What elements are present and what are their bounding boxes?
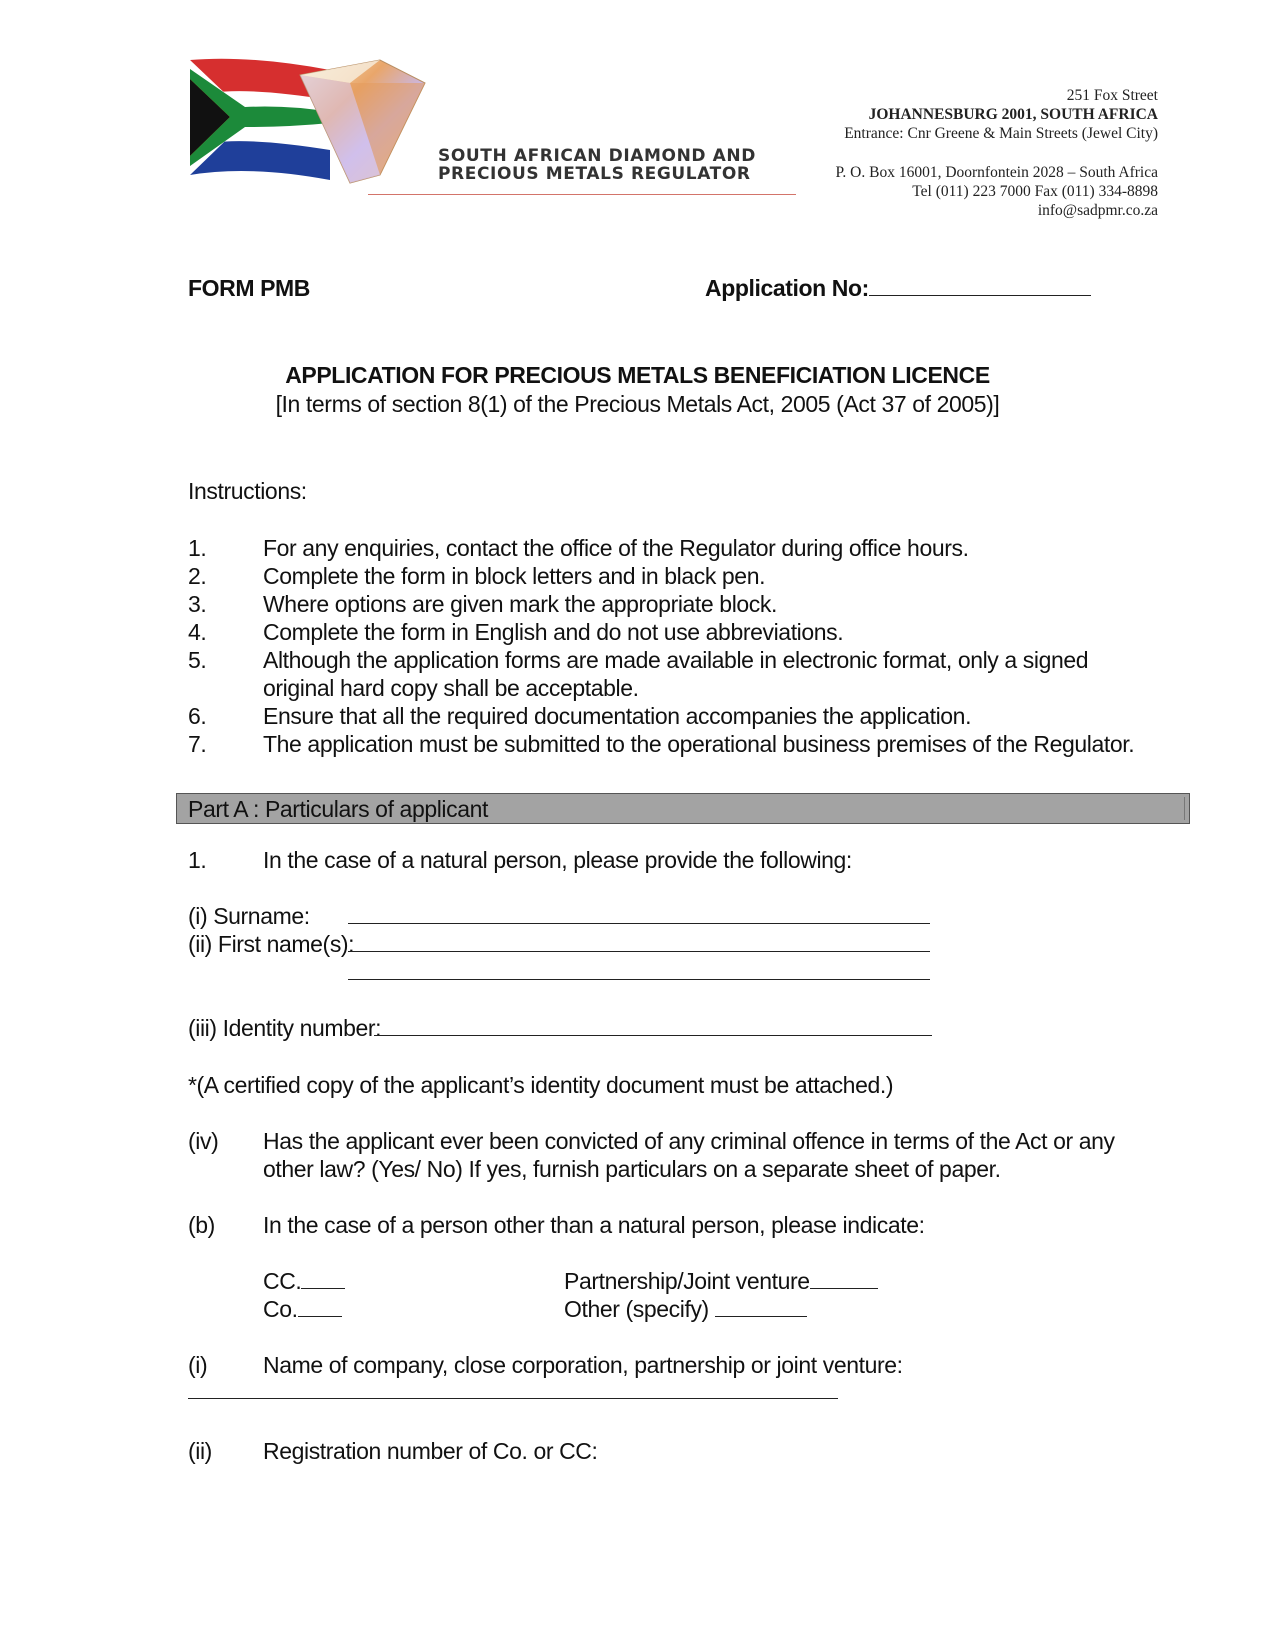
- application-no-field[interactable]: [869, 277, 1091, 296]
- option-cc[interactable]: [263, 1268, 345, 1295]
- question-text-cont: other law? (Yes/ No) If yes, furnish particulars on a separate sheet of paper.: [263, 1156, 1001, 1182]
- option-other-label: Other (specify): [564, 1296, 709, 1322]
- instruction-text: Although the application forms are made available in electronic format, only a signed: [263, 647, 1089, 673]
- logo-line-2: PRECIOUS METALS REGULATOR: [438, 164, 751, 184]
- question-number: (b): [188, 1212, 215, 1238]
- option-partnership-blank[interactable]: [810, 1272, 878, 1289]
- surname-field[interactable]: [348, 903, 930, 924]
- option-other-blank[interactable]: [715, 1300, 807, 1317]
- option-co-blank[interactable]: [298, 1300, 342, 1317]
- instruction-text-cont: original hard copy shall be acceptable.: [263, 675, 639, 701]
- regulator-address: [836, 86, 1158, 220]
- question-number: (ii): [188, 1438, 212, 1464]
- option-partnership[interactable]: [564, 1268, 878, 1295]
- option-co[interactable]: [263, 1296, 342, 1323]
- first-name-field[interactable]: [348, 931, 930, 952]
- application-no: [705, 275, 1091, 302]
- question-number: (i): [188, 1352, 208, 1378]
- instruction-text: The application must be submitted to the operational business premises of the Regulator.: [263, 731, 1135, 757]
- instructions-heading: Instructions:: [188, 478, 307, 504]
- instruction-number: 7.: [188, 731, 207, 757]
- option-other[interactable]: [564, 1296, 807, 1323]
- question-number: 1.: [188, 847, 207, 873]
- question-text: In the case of a person other than a natural person, please indicate:: [263, 1212, 925, 1238]
- option-cc-label: CC.: [263, 1268, 302, 1294]
- first-name-field-line-2[interactable]: [348, 959, 930, 980]
- address-entrance: Entrance: Cnr Greene & Main Streets (Jewel City): [844, 125, 1158, 143]
- form-code: FORM PMB: [188, 275, 311, 301]
- instruction-number: 3.: [188, 591, 207, 617]
- instruction-number: 2.: [188, 563, 207, 589]
- surname-label: (i) Surname:: [188, 903, 310, 929]
- identity-note: *(A certified copy of the applicant’s identity document must be attached.): [188, 1072, 894, 1098]
- address-tel-fax: Tel (011) 223 7000 Fax (011) 334-8898: [912, 182, 1158, 200]
- question-text: In the case of a natural person, please provide the following:: [263, 847, 852, 873]
- part-a-heading: Part A : Particulars of applicant: [188, 796, 489, 822]
- option-partnership-label: Partnership/Joint venture: [564, 1268, 810, 1294]
- instruction-text: Complete the form in block letters and in black pen.: [263, 563, 766, 589]
- question-number: (iv): [188, 1128, 219, 1154]
- instruction-text: Complete the form in English and do not use abbreviations.: [263, 619, 844, 645]
- address-email: info@sadpmr.co.za: [1037, 202, 1158, 220]
- option-co-label: Co.: [263, 1296, 298, 1322]
- instruction-number: 1.: [188, 535, 207, 561]
- logo-line-1: SOUTH AFRICAN DIAMOND AND: [438, 146, 756, 166]
- option-cc-blank[interactable]: [301, 1272, 345, 1289]
- form-subtitle: [In terms of section 8(1) of the Precious Metals Act, 2005 (Act 37 of 2005)]: [275, 391, 1000, 417]
- question-text: Registration number of Co. or CC:: [263, 1438, 598, 1464]
- identity-number-field[interactable]: [374, 1015, 932, 1036]
- instruction-text: For any enquiries, contact the office of the Regulator during office hours.: [263, 535, 969, 561]
- company-name-field[interactable]: [188, 1376, 838, 1399]
- instruction-number: 6.: [188, 703, 207, 729]
- first-name-label: (ii) First name(s):: [188, 931, 355, 957]
- question-text: Name of company, close corporation, partnership or joint venture:: [263, 1352, 903, 1378]
- logo-underline: [368, 194, 796, 195]
- form-title: APPLICATION FOR PRECIOUS METALS BENEFICIATION LICENCE: [285, 362, 990, 388]
- instruction-number: 5.: [188, 647, 207, 673]
- identity-number-label: (iii) Identity number:: [188, 1015, 382, 1041]
- address-city: JOHANNESBURG 2001, SOUTH AFRICA: [868, 106, 1158, 124]
- instruction-number: 4.: [188, 619, 207, 645]
- instruction-text: Where options are given mark the appropriate block.: [263, 591, 777, 617]
- address-po-box: P. O. Box 16001, Doornfontein 2028 – South Africa: [835, 163, 1158, 181]
- application-no-label: Application No:: [705, 275, 869, 301]
- instruction-text: Ensure that all the required documentation accompanies the application.: [263, 703, 972, 729]
- logo-wordmark: [438, 147, 756, 183]
- address-street: 251 Fox Street: [1066, 87, 1158, 104]
- question-text: Has the applicant ever been convicted of any criminal offence in terms of the Act or any: [263, 1128, 1115, 1154]
